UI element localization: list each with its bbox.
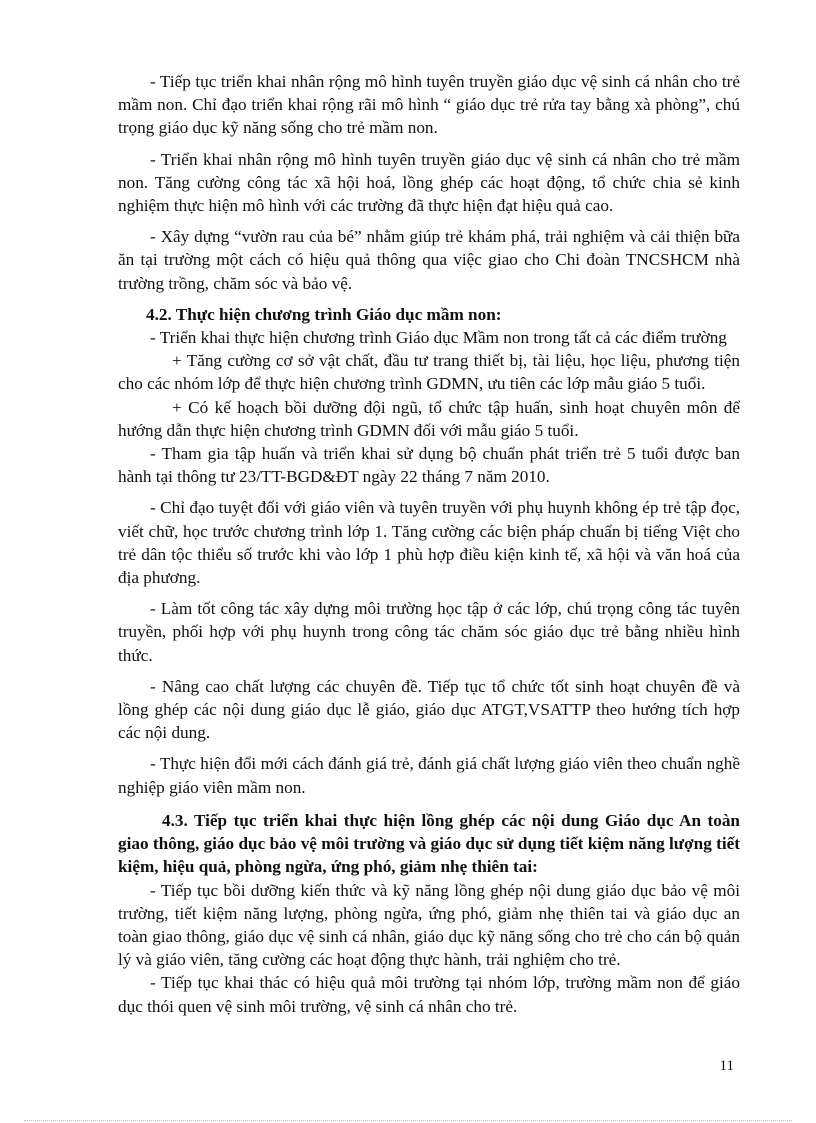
document-body bbox=[118, 70, 740, 1018]
section-heading-4-2: 4.2. Thực hiện chương trình Giáo dục mầm non: bbox=[146, 304, 502, 324]
page-number: 11 bbox=[719, 1058, 734, 1074]
paragraph: - Tiếp tục triển khai nhân rộng mô hình tuyên truyền giáo dục vệ sinh cá nhân cho trẻ mầm non. Chỉ đạo triển khai rộng rãi mô hình “ giáo dục trẻ rửa tay bằng xà phòng”, chú trọng giáo dục kỹ năng sống cho trẻ mầm non. bbox=[118, 72, 740, 138]
paragraph: - Tiếp tục khai thác có hiệu quả môi trường tại nhóm lớp, trường mầm non để giáo dục thói quen vệ sinh môi trường, vệ sinh cá nhân cho trẻ. bbox=[118, 973, 740, 1016]
paragraph: - Triển khai nhân rộng mô hình tuyên truyền giáo dục vệ sinh cá nhân cho trẻ mầm non. Tăng cường công tác xã hội hoá, lồng ghép các hoạt động, tổ chức chia sẻ kinh nghiệm thực hiện mô hình với các trường đã thực hiện đạt hiệu quả cao. bbox=[118, 149, 740, 216]
paragraph: - Xây dựng “vườn rau của bé” nhằm giúp trẻ khám phá, trải nghiệm và cải thiện bữa ăn tại trường một cách có hiệu quả thông qua việc giao cho Chi đoàn TNCSHCM nhà trường trồng, chăm sóc và bảo vệ. bbox=[118, 227, 740, 293]
paragraph: - Tiếp tục bồi dưỡng kiến thức và kỹ năng lồng ghép nội dung giáo dục bảo vệ môi trường, tiết kiệm năng lượng, phòng ngừa, ứng phó, giảm nhẹ thiên tai và giáo dục an toàn giao thông, giáo dục vệ sinh cá nhân, giáo dục kỹ năng sống cho trẻ cho cán bộ quản lý và giáo viên, tăng cường các hoạt động thực hành, trải nghiệm cho trẻ. bbox=[118, 880, 740, 970]
page-bottom-divider bbox=[24, 1120, 792, 1121]
paragraph: - Nâng cao chất lượng các chuyên đề. Tiếp tục tổ chức tốt sinh hoạt chuyên đề và lồng ghép các nội dung giáo dục lễ giáo, giáo dục ATGT,VSATTP theo hướng tích hợp các nội dung. bbox=[118, 676, 740, 743]
paragraph: - Làm tốt công tác xây dựng môi trường học tập ở các lớp, chú trọng công tác tuyên truyền, phối hợp với phụ huynh trong công tác chăm sóc giáo dục trẻ bằng nhiều hình thức. bbox=[118, 599, 740, 665]
sub-item: + Tăng cường cơ sở vật chất, đầu tư trang thiết bị, tài liệu, học liệu, phương tiện cho các nhóm lớp để thực hiện chương trình GDMN, ưu tiên các lớp mẫu giáo 5 tuổi. bbox=[118, 351, 740, 394]
paragraph: - Chỉ đạo tuyệt đối với giáo viên và tuyên truyền với phụ huynh không ép trẻ tập đọc, viết chữ, học trước chương trình lớp 1. Tăng cường các biện pháp chuẩn bị tiếng Việt cho trẻ dân tộc thiểu số trước khi vào lớp 1 phù hợp điều kiện kinh tế, xã hội và văn hoá của địa phương. bbox=[118, 498, 740, 588]
paragraph: - Thực hiện đổi mới cách đánh giá trẻ, đánh giá chất lượng giáo viên theo chuẩn nghề nghiệp giáo viên mầm non. bbox=[118, 754, 740, 797]
section-heading-4-3: 4.3. Tiếp tục triển khai thực hiện lồng ghép các nội dung Giáo dục An toàn giao thông, giáo dục bảo vệ môi trường và giáo dục sử dụng tiết kiệm năng lượng tiết kiệm, hiệu quả, phòng ngừa, ứng phó, giảm nhẹ thiên tai: bbox=[118, 810, 740, 877]
paragraph: - Triển khai thực hiện chương trình Giáo dục Mầm non trong tất cả các điểm trường bbox=[150, 328, 727, 348]
paragraph: - Tham gia tập huấn và triển khai sử dụng bộ chuẩn phát triển trẻ 5 tuổi được ban hành tại thông tư 23/TT-BGD&ĐT ngày 22 tháng 7 năm 2010. bbox=[118, 444, 740, 487]
sub-item: + Có kế hoạch bồi dưỡng đội ngũ, tổ chức tập huấn, sinh hoạt chuyên môn để hướng dẫn thực hiện chương trình GDMN đối với mẫu giáo 5 tuổi. bbox=[118, 397, 740, 440]
